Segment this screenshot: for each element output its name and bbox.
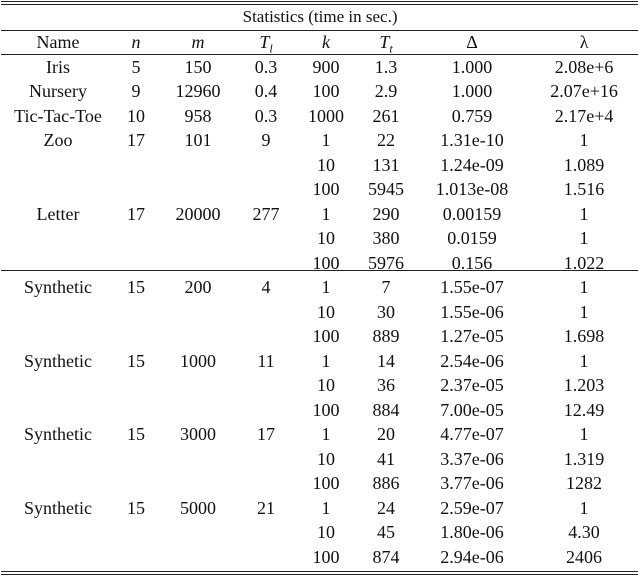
cell-n bbox=[114, 447, 158, 472]
cell-lambda: 1.203 bbox=[563, 375, 605, 395]
cell-tl bbox=[238, 177, 294, 202]
cell-delta: 3.37e-06 bbox=[440, 448, 504, 469]
cell-tt: 886 bbox=[372, 473, 400, 493]
cell-lambda: 2406 bbox=[566, 546, 603, 567]
cell-tl bbox=[238, 398, 294, 423]
cell-k: 100 bbox=[312, 81, 340, 101]
cell-m bbox=[158, 226, 238, 251]
cell-k: 10 bbox=[317, 448, 335, 469]
cell-m: 3000 bbox=[180, 424, 216, 444]
cell-lambda: 1 bbox=[579, 350, 589, 371]
cell-k: 10 bbox=[317, 154, 335, 175]
cell-delta: 3.77e-06 bbox=[440, 473, 504, 493]
cell-delta: 2.54e-06 bbox=[440, 350, 504, 371]
cell-n bbox=[114, 471, 158, 496]
cell-tl bbox=[238, 545, 294, 570]
cell-delta: 1.27e-05 bbox=[440, 326, 504, 346]
cell-tt: 22 bbox=[377, 130, 395, 150]
cell-tt: 290 bbox=[372, 203, 400, 224]
cell-k: 100 bbox=[312, 399, 340, 420]
cell-n: 10 bbox=[127, 105, 145, 126]
cell-delta: 1.55e-06 bbox=[440, 301, 504, 322]
cell-tt: 5976 bbox=[368, 252, 404, 273]
cell-name bbox=[2, 373, 114, 398]
cell-n: 15 bbox=[127, 277, 145, 297]
cell-delta: 1.000 bbox=[451, 81, 493, 101]
cell-m: 101 bbox=[184, 130, 212, 150]
cell-delta: 0.00159 bbox=[442, 203, 502, 224]
cell-delta: 0.156 bbox=[451, 252, 493, 273]
cell-tl bbox=[238, 153, 294, 178]
cell-tt: 884 bbox=[372, 399, 400, 420]
top-rule-outer bbox=[1, 1, 638, 2]
cell-tt: 380 bbox=[372, 228, 400, 248]
cell-k: 1 bbox=[321, 424, 331, 444]
table-caption: Statistics (time in sec.) bbox=[242, 7, 398, 26]
table-row bbox=[2, 300, 638, 325]
cell-n bbox=[114, 398, 158, 423]
cell-n: 5 bbox=[131, 56, 141, 77]
cell-tt: 2.9 bbox=[374, 81, 398, 101]
table-row bbox=[2, 79, 638, 104]
cell-name: Zoo bbox=[43, 130, 73, 150]
col-header-tt: $T_t$ bbox=[379, 32, 393, 56]
cell-lambda: 1 bbox=[579, 203, 589, 224]
cell-tl: 0.4 bbox=[254, 81, 278, 101]
cell-k: 1 bbox=[321, 350, 331, 371]
cell-tl bbox=[238, 324, 294, 349]
cell-name bbox=[2, 226, 114, 251]
cell-m bbox=[158, 545, 238, 570]
table-row bbox=[2, 104, 638, 129]
cell-n bbox=[114, 251, 158, 276]
cell-name: Synthetic bbox=[24, 277, 92, 297]
cell-m bbox=[158, 373, 238, 398]
cell-tl: 0.3 bbox=[254, 105, 278, 126]
cell-k: 100 bbox=[312, 473, 340, 493]
cell-name bbox=[2, 545, 114, 570]
cell-lambda: 1.022 bbox=[563, 252, 605, 273]
cell-m: 5000 bbox=[180, 497, 216, 518]
cell-name bbox=[2, 324, 114, 349]
cell-tl bbox=[238, 300, 294, 325]
cell-tt: 131 bbox=[372, 154, 400, 175]
cell-name bbox=[2, 153, 114, 178]
table-row bbox=[2, 324, 638, 349]
cell-k: 100 bbox=[312, 546, 340, 567]
cell-tl bbox=[238, 373, 294, 398]
cell-k: 10 bbox=[317, 301, 335, 322]
cell-n: 15 bbox=[127, 424, 145, 444]
col-header-m: m bbox=[191, 32, 205, 52]
cell-lambda: 12.49 bbox=[563, 399, 605, 420]
cell-m: 12960 bbox=[175, 81, 221, 101]
cell-name: Nursery bbox=[29, 81, 87, 101]
cell-n bbox=[114, 177, 158, 202]
cell-delta: 1.000 bbox=[451, 56, 493, 77]
table-row bbox=[2, 349, 638, 374]
cell-k: 1 bbox=[321, 277, 331, 297]
cell-tt: 36 bbox=[377, 375, 395, 395]
cell-k: 1 bbox=[321, 203, 331, 224]
bottom-rule-inner bbox=[1, 571, 638, 572]
cell-tl: 17 bbox=[257, 424, 275, 444]
cell-n bbox=[114, 324, 158, 349]
cell-lambda: 1 bbox=[579, 497, 589, 518]
cell-m bbox=[158, 324, 238, 349]
cell-lambda: 1.516 bbox=[563, 179, 605, 199]
table-row bbox=[2, 128, 638, 153]
cell-n: 17 bbox=[127, 130, 145, 150]
cell-name: Synthetic bbox=[24, 497, 92, 518]
cell-m bbox=[158, 447, 238, 472]
cell-delta: 1.80e-06 bbox=[440, 522, 504, 542]
cell-tl bbox=[238, 251, 294, 276]
cell-k: 1 bbox=[321, 497, 331, 518]
cell-tl: 4 bbox=[261, 277, 271, 297]
cell-tt: 889 bbox=[372, 326, 400, 346]
cell-delta: 2.94e-06 bbox=[440, 546, 504, 567]
cell-lambda: 1.089 bbox=[563, 154, 605, 175]
cell-tt: 874 bbox=[372, 546, 400, 567]
cell-tl bbox=[238, 226, 294, 251]
cell-lambda: 1 bbox=[579, 277, 589, 297]
cell-k: 900 bbox=[312, 56, 340, 77]
table-row bbox=[2, 373, 638, 398]
cell-name bbox=[2, 177, 114, 202]
cell-m bbox=[158, 153, 238, 178]
cell-m: 200 bbox=[184, 277, 212, 297]
cell-lambda: 2.08e+6 bbox=[554, 56, 614, 77]
cell-tt: 45 bbox=[377, 522, 395, 542]
cell-tl: 9 bbox=[261, 130, 271, 150]
cell-tt: 30 bbox=[377, 301, 395, 322]
cell-k: 100 bbox=[312, 326, 340, 346]
cell-n bbox=[114, 300, 158, 325]
table-row bbox=[2, 226, 638, 251]
cell-tl bbox=[238, 447, 294, 472]
table-row bbox=[2, 398, 638, 423]
table-row bbox=[2, 251, 638, 276]
cell-k: 1000 bbox=[308, 105, 344, 126]
cell-k: 100 bbox=[312, 252, 340, 273]
cell-name bbox=[2, 251, 114, 276]
cell-tt: 1.3 bbox=[374, 56, 398, 77]
cell-lambda: 1 bbox=[579, 424, 589, 444]
cell-n bbox=[114, 373, 158, 398]
cell-tt: 14 bbox=[377, 350, 395, 371]
table-row bbox=[2, 202, 638, 227]
table-row bbox=[2, 471, 638, 496]
cell-n: 15 bbox=[127, 350, 145, 371]
cell-name bbox=[2, 300, 114, 325]
col-header-n: n bbox=[131, 32, 141, 52]
cell-lambda: 1 bbox=[579, 301, 589, 322]
cell-name bbox=[2, 520, 114, 545]
cell-tl: 0.3 bbox=[254, 56, 278, 77]
cell-m bbox=[158, 471, 238, 496]
cell-m bbox=[158, 520, 238, 545]
cell-tt: 20 bbox=[377, 424, 395, 444]
table-row bbox=[2, 422, 638, 447]
cell-tt: 261 bbox=[372, 105, 400, 126]
cell-name bbox=[2, 471, 114, 496]
table-row bbox=[2, 496, 638, 521]
cell-tl: 277 bbox=[252, 203, 280, 224]
cell-tl: 21 bbox=[257, 497, 275, 518]
cell-m: 20000 bbox=[175, 203, 221, 224]
table-body bbox=[2, 55, 638, 570]
cell-k: 10 bbox=[317, 228, 335, 248]
cell-delta: 4.77e-07 bbox=[440, 424, 504, 444]
cell-tt: 7 bbox=[381, 277, 391, 297]
cell-m bbox=[158, 300, 238, 325]
cell-m bbox=[158, 177, 238, 202]
cell-lambda: 1 bbox=[579, 228, 589, 248]
cell-n bbox=[114, 520, 158, 545]
cell-delta: 1.013e-08 bbox=[435, 179, 509, 199]
statistics-table bbox=[2, 4, 638, 569]
cell-name: Letter bbox=[36, 203, 80, 224]
cell-delta: 2.59e-07 bbox=[440, 497, 504, 518]
cell-tt: 24 bbox=[377, 497, 395, 518]
cell-tl: 11 bbox=[257, 350, 275, 371]
cell-lambda: 1.698 bbox=[563, 326, 605, 346]
cell-delta: 1.31e-10 bbox=[440, 130, 504, 150]
cell-tt: 41 bbox=[377, 448, 395, 469]
cell-name: Iris bbox=[46, 56, 70, 77]
col-header-delta: Δ bbox=[466, 32, 478, 52]
col-header-tl: $T_l$ bbox=[259, 32, 273, 56]
cell-n bbox=[114, 545, 158, 570]
cell-name bbox=[2, 398, 114, 423]
cell-m bbox=[158, 398, 238, 423]
col-header-k: k bbox=[322, 32, 330, 52]
cell-n: 9 bbox=[131, 81, 141, 101]
cell-k: 10 bbox=[317, 375, 335, 395]
header-row bbox=[2, 30, 638, 55]
table-row bbox=[2, 447, 638, 472]
col-header-lambda: λ bbox=[579, 32, 589, 52]
cell-tt: 5945 bbox=[368, 179, 404, 199]
cell-lambda: 2.07e+16 bbox=[550, 81, 618, 101]
table-row bbox=[2, 55, 638, 80]
cell-lambda: 1 bbox=[579, 130, 589, 150]
cell-m: 150 bbox=[184, 56, 212, 77]
table-row bbox=[2, 545, 638, 570]
cell-delta: 1.55e-07 bbox=[440, 277, 504, 297]
cell-k: 10 bbox=[317, 522, 335, 542]
table-row bbox=[2, 153, 638, 178]
cell-delta: 0.0159 bbox=[447, 228, 497, 248]
bottom-rule-outer bbox=[1, 574, 638, 575]
table-row bbox=[2, 520, 638, 545]
cell-lambda: 1282 bbox=[566, 473, 603, 493]
cell-m bbox=[158, 251, 238, 276]
table-row bbox=[2, 275, 638, 300]
cell-n: 17 bbox=[127, 203, 145, 224]
cell-name bbox=[2, 447, 114, 472]
cell-tl bbox=[238, 520, 294, 545]
cell-delta: 1.24e-09 bbox=[440, 154, 504, 175]
cell-n: 15 bbox=[127, 497, 145, 518]
cell-name: Tic-Tac-Toe bbox=[14, 105, 102, 126]
cell-delta: 7.00e-05 bbox=[440, 399, 504, 420]
cell-n bbox=[114, 153, 158, 178]
col-header-name: Name bbox=[36, 32, 80, 52]
cell-k: 100 bbox=[312, 179, 340, 199]
cell-delta: 0.759 bbox=[451, 105, 493, 126]
cell-tl bbox=[238, 471, 294, 496]
table-row bbox=[2, 177, 638, 202]
cell-name: Synthetic bbox=[24, 424, 92, 444]
cell-m: 1000 bbox=[180, 350, 216, 371]
cell-delta: 2.37e-05 bbox=[440, 375, 504, 395]
cell-k: 1 bbox=[321, 130, 331, 150]
cell-m: 958 bbox=[184, 105, 212, 126]
cell-lambda: 2.17e+4 bbox=[554, 105, 614, 126]
cell-lambda: 4.30 bbox=[568, 522, 600, 542]
cell-n bbox=[114, 226, 158, 251]
cell-name: Synthetic bbox=[24, 350, 92, 371]
cell-lambda: 1.319 bbox=[563, 448, 605, 469]
